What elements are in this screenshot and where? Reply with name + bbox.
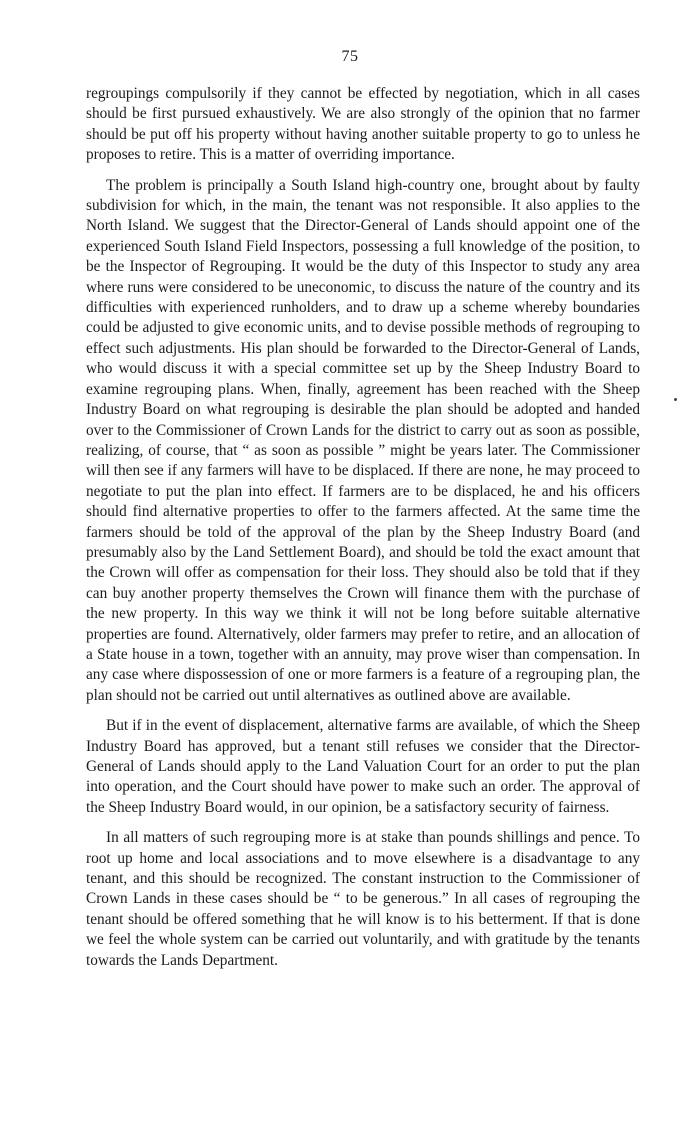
margin-mark [674, 398, 677, 401]
paragraph-generosity: In all matters of such regrouping more is at stake than pounds shillings and pence. To root up home and local associations and to move elsewhere is a disadvantage to any tenant, and this should be recognized. The constant instruction to the Commissioner of Crown Lands in these cases should be “ to be generous.” In all cases of regrouping the tenant should be offered something that he will know is to his betterment. If that is done we feel the whole system can be carried out voluntarily, and with gratitude by the tenants towards the Lands Department. [86, 829, 640, 969]
body-text [86, 84, 640, 981]
paragraph-regrouping-inspector: The problem is principally a South Island high-country one, brought about by faulty subdivision for which, in the main, the tenant was not responsible. It also applies to the North Island. We suggest that the Director-General of Lands should appoint one of the experienced South Island Field Inspectors, possessing a full knowledge of the position, to be the Inspector of Regrouping. It would be the duty of this Inspector to study any area where runs were considered to be uneconomic, to discuss the nature of the country and its difficulties with experienced runholders, and to draw up a scheme whereby boundaries could be adjusted to give economic units, and to devise possible methods of regrouping to effect such adjustments. His plan should be forwarded to the Director-General of Lands, who would discuss it with a special committee set up by the Sheep Industry Board to examine regrouping plans. When, finally, agreement has been reached with the Sheep Industry Board on what regrouping is desirable the plan should be adopted and handed over to the Commissioner of Crown Lands for the district to carry out as soon as possible, realizing, of course, that “ as soon as possible ” might be years later. The Commissioner will then see if any farmers will have to be displaced. If there are none, he may proceed to negotiate to put the plan into effect. If farmers are to be displaced, he and his officers should find alternative properties to offer to the farmers affected. At the same time the farmers should be told of the approval of the plan by the Sheep Industry Board (and presumably also by the Land Settlement Board), and should be told the exact amount that the Crown will offer as compensation for their loss. They should also be told that if they can buy another property themselves the Crown will finance them with the purchase of the new property. In this way we think it will not be long before suitable alternative properties are found. Alternatively, older farmers may prefer to retire, and an allocation of a State house in a town, together with an annuity, may prove wiser than compensation. In any case where dispossession of one or more farmers is a feature of a regrouping plan, the plan should not be carried out until alternatives as outlined above are available. [86, 176, 640, 704]
paragraph-land-valuation-court: But if in the event of displacement, alternative farms are available, of which the Sheep Industry Board has approved, but a tenant still refuses we consider that the Director-General of Lands should apply to the Land Valuation Court for an order to put the plan into operation, and the Court should have power to make such an order. The approval of the Sheep Industry Board would, in our opinion, be a satisfactory security of fairness. [86, 717, 640, 816]
page-number: 75 [341, 48, 359, 65]
paragraph-continued: regroupings compulsorily if they cannot be effected by negotiation, which in all cases should be first pursued exhaustively. We are also strongly of the opinion that no farmer should be put off his property without having another suitable property to go to unless he proposes to retire. This is a matter of overriding importance. [86, 85, 640, 164]
